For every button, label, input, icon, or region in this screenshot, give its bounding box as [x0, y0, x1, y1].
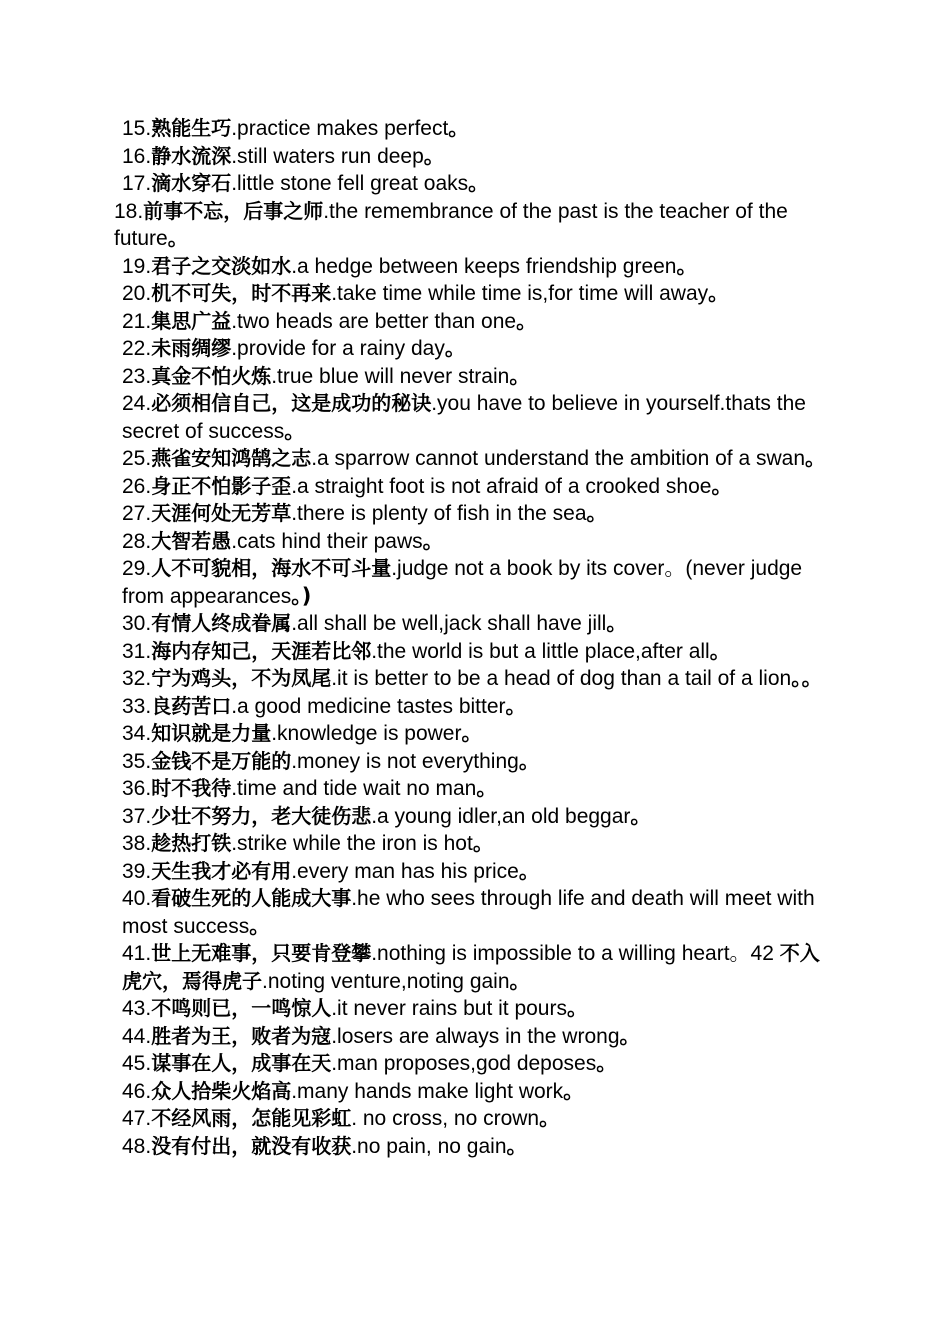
proverb-chinese: 机不可失，时不再来 [151, 281, 332, 305]
proverb-english: .still waters run deep [231, 144, 424, 168]
proverb-number: 19. [122, 254, 152, 278]
proverb-english: 。 [711, 473, 733, 498]
proverb-english: 。 [422, 528, 444, 553]
proverb-english: 。 [444, 336, 466, 360]
proverb-english: 。 [708, 281, 730, 305]
proverb-chinese: 集思广益 [151, 308, 232, 333]
proverb-chinese: 不鸣则已，一鸣惊人 [151, 996, 332, 1020]
proverb-entry [114, 995, 834, 1023]
proverb-entry [114, 1023, 834, 1051]
proverb-number: 36. [122, 777, 152, 800]
proverb-entry [114, 143, 834, 171]
proverb-number: 22. [122, 337, 152, 360]
proverb-english: .there is plenty of fish in the sea [291, 502, 587, 525]
proverb-chinese: 胜者为王，败者为寇 [151, 1023, 332, 1048]
proverb-english: 。 [619, 1023, 641, 1048]
proverb-english: .nothing is impossible to a willing heart。42 [371, 942, 780, 965]
proverb-english: .strike while the iron is hot [231, 832, 473, 855]
proverb-chinese: 海内存知己，天涯若比邻 [151, 638, 372, 663]
proverb-chinese: 金钱不是万能的 [151, 748, 292, 773]
proverb-entry [114, 473, 834, 501]
proverb-english: 。 [461, 721, 483, 745]
proverb-entry [114, 665, 834, 693]
proverb-english: 。 [476, 776, 498, 800]
proverb-english: .knowledge is power [271, 722, 462, 745]
proverb-number: 32. [122, 667, 152, 690]
proverb-entry [114, 1050, 834, 1078]
proverb-entry [114, 115, 834, 143]
proverb-entry [114, 363, 834, 391]
proverb-english: 。 [805, 446, 827, 470]
proverb-number: 31. [122, 639, 152, 663]
proverb-entry [114, 1105, 834, 1133]
proverb-entry [114, 1078, 834, 1106]
proverb-chinese: 前事不忘，后事之师 [143, 198, 324, 223]
proverb-english: 。 [472, 831, 494, 855]
proverb-entry [114, 858, 834, 886]
proverb-chinese: 良药苦口 [151, 693, 232, 718]
proverb-english: 。 [516, 308, 538, 333]
proverb-english: .you have to believe in yourself.thats the secret of success [122, 392, 806, 443]
proverb-chinese: 大智若愚 [151, 528, 232, 553]
proverb-english: .little stone fell great oaks [231, 172, 469, 195]
proverb-entry [114, 170, 834, 198]
proverb-chinese: 不入虎穴，焉得虎子 [122, 941, 820, 993]
proverb-number: 43. [122, 997, 152, 1020]
proverb-number: 38. [122, 832, 152, 855]
proverb-english: .cats hind their paws [231, 529, 423, 553]
proverb-number: 35. [122, 749, 152, 773]
proverb-chinese: 静水流深 [151, 143, 232, 168]
proverb-chinese: 燕雀安知鸿鹄之志 [151, 446, 312, 470]
proverb-english: 。 [566, 996, 588, 1020]
proverb-entry [114, 610, 834, 638]
proverb-number: 24. [122, 392, 152, 415]
proverb-number: 23. [122, 364, 152, 388]
proverb-english: 。 [676, 253, 698, 278]
proverb-english: .noting venture,noting gain [262, 969, 510, 993]
proverb-number: 26. [122, 474, 152, 498]
proverb-number: 17. [122, 172, 152, 195]
proverb-english: 。 [539, 1106, 561, 1130]
proverb-number: 39. [122, 859, 152, 883]
proverb-entry [114, 775, 834, 803]
proverb-english: .two heads are better than one [231, 309, 517, 333]
proverb-chinese: 少壮不努力，老大徒伤悲 [151, 803, 372, 828]
proverb-english: 。 [586, 501, 608, 525]
proverb-number: 20. [122, 282, 152, 305]
proverb-chinese: 天涯何处无芳草 [151, 501, 292, 525]
proverb-english: 。 [596, 1051, 618, 1075]
proverb-english: .the world is but a little place,after all [371, 639, 710, 663]
proverb-english: .many hands make light work [291, 1079, 564, 1103]
proverb-chinese: 未雨绸缪 [151, 336, 232, 360]
proverb-number: 37. [122, 804, 152, 828]
proverb-english: .a good medicine tastes bitter [231, 694, 506, 718]
proverb-english: .money is not everything [291, 749, 519, 773]
proverb-number: 46. [122, 1079, 152, 1103]
proverb-chinese: 人不可貌相，海水不可斗量 [151, 556, 392, 580]
proverb-entry [114, 308, 834, 336]
proverb-chinese: 天生我才必有用 [151, 858, 292, 883]
proverb-entry [114, 693, 834, 721]
proverb-english: .a young idler,an old beggar [371, 804, 631, 828]
proverb-english: 。 [518, 748, 540, 773]
proverb-entry [114, 638, 834, 666]
proverb-entry [114, 528, 834, 556]
proverb-english: .every man has his price [291, 859, 519, 883]
proverb-entry [114, 940, 834, 995]
proverb-chinese: 熟能生巧 [151, 116, 232, 140]
proverb-english: 。) [291, 583, 312, 608]
proverb-english: 。 [518, 858, 540, 883]
proverb-english: 。 [284, 418, 306, 443]
proverb-entry [114, 885, 834, 940]
proverb-entry [114, 1133, 834, 1161]
proverb-chinese: 有情人终成眷属 [151, 611, 292, 635]
proverb-number: 29. [122, 557, 152, 580]
proverb-english: 。 [468, 171, 490, 195]
proverb-entry [114, 555, 834, 610]
proverb-entry [114, 748, 834, 776]
proverb-list [114, 115, 834, 1160]
proverb-number: 40. [122, 887, 152, 910]
proverb-english: .man proposes,god deposes [331, 1052, 597, 1075]
proverb-entry [114, 830, 834, 858]
proverb-number: 30. [122, 612, 152, 635]
proverb-english: .a straight foot is not afraid of a crooked shoe [291, 474, 712, 498]
proverb-chinese: 谋事在人，成事在天 [151, 1051, 332, 1075]
proverb-english: 。 [506, 1133, 528, 1158]
proverb-chinese: 宁为鸡头，不为凤尾 [151, 666, 332, 690]
proverb-english: 。 [423, 143, 445, 168]
proverb-english: 。 [505, 693, 527, 718]
proverb-number: 28. [122, 529, 152, 553]
proverb-entry [114, 280, 834, 308]
proverb-english: 。 [563, 1078, 585, 1103]
proverb-entry [114, 335, 834, 363]
proverb-chinese: 知识就是力量 [151, 721, 272, 745]
proverb-english: 。 [509, 363, 531, 388]
proverb-english: .the remembrance of the past is the teacher of the future [114, 199, 788, 250]
proverb-english: .practice makes perfect [231, 117, 449, 140]
proverb-chinese: 没有付出，就没有收获 [151, 1133, 352, 1158]
proverb-number: 15. [122, 117, 152, 140]
proverb-number: 48. [122, 1134, 152, 1158]
proverb-english: .it never rains but it pours [331, 997, 567, 1020]
proverb-number: 33. [122, 694, 152, 718]
proverb-number: 25. [122, 447, 152, 470]
proverb-english: .time and tide wait no man [231, 777, 477, 800]
proverb-english: 。 [249, 913, 271, 938]
proverb-number: 21. [122, 309, 152, 333]
proverb-number: 44. [122, 1024, 152, 1048]
proverb-number: 47. [122, 1107, 152, 1130]
proverb-number: 18. [114, 199, 144, 223]
proverb-chinese: 不经风雨，怎能见彩虹 [151, 1106, 352, 1130]
proverb-entry [114, 803, 834, 831]
proverb-chinese: 世上无难事，只要肯登攀 [151, 941, 372, 965]
proverb-chinese: 趁热打铁 [151, 831, 232, 855]
proverb-chinese: 必须相信自己，这是成功的秘诀 [151, 391, 432, 415]
proverb-number: 45. [122, 1052, 152, 1075]
proverb-number: 27. [122, 502, 152, 525]
proverb-number: 34. [122, 722, 152, 745]
proverb-english: 。。 [791, 666, 823, 690]
proverb-english: .it is better to be a head of dog than a tail of a lion [331, 667, 792, 690]
proverb-english: 。 [630, 803, 652, 828]
proverb-entry [114, 445, 834, 473]
proverb-chinese: 君子之交淡如水 [151, 253, 292, 278]
proverb-chinese: 滴水穿石 [151, 171, 232, 195]
proverb-english: 。 [606, 611, 628, 635]
proverb-english: 。 [448, 116, 470, 140]
proverb-english: .losers are always in the wrong [331, 1024, 620, 1048]
proverb-number: 41. [122, 942, 152, 965]
proverb-english: .a hedge between keeps friendship green [291, 254, 677, 278]
proverb-english: .he who sees through life and death will meet with most success [122, 887, 815, 938]
proverb-chinese: 身正不怕影子歪 [151, 473, 292, 498]
proverb-entry [114, 500, 834, 528]
proverb-english: .true blue will never strain [271, 364, 510, 388]
proverb-entry [114, 720, 834, 748]
proverb-entry [114, 198, 834, 253]
proverb-chinese: 看破生死的人能成大事 [151, 886, 352, 910]
proverb-english: . no cross, no crown [351, 1107, 540, 1130]
proverb-english: 。 [167, 226, 189, 250]
proverb-english: .take time while time is,for time will away [331, 282, 709, 305]
proverb-english: .judge not a book by its cover。(never judge from appearances [122, 557, 803, 608]
proverb-chinese: 时不我待 [151, 776, 232, 800]
proverb-english: .a sparrow cannot understand the ambition of a swan [311, 447, 806, 470]
proverb-chinese: 众人拾柴火焰高 [151, 1078, 292, 1103]
proverb-number: 16. [122, 144, 152, 168]
proverb-english: .all shall be well,jack shall have jill [291, 612, 607, 635]
proverb-english: 。 [709, 638, 731, 663]
proverb-english: .provide for a rainy day [231, 337, 445, 360]
proverb-chinese: 真金不怕火炼 [151, 363, 272, 388]
proverb-english: 。 [509, 968, 531, 993]
proverb-entry [114, 253, 834, 281]
proverb-english: .no pain, no gain [351, 1134, 507, 1158]
proverb-entry [114, 390, 834, 445]
